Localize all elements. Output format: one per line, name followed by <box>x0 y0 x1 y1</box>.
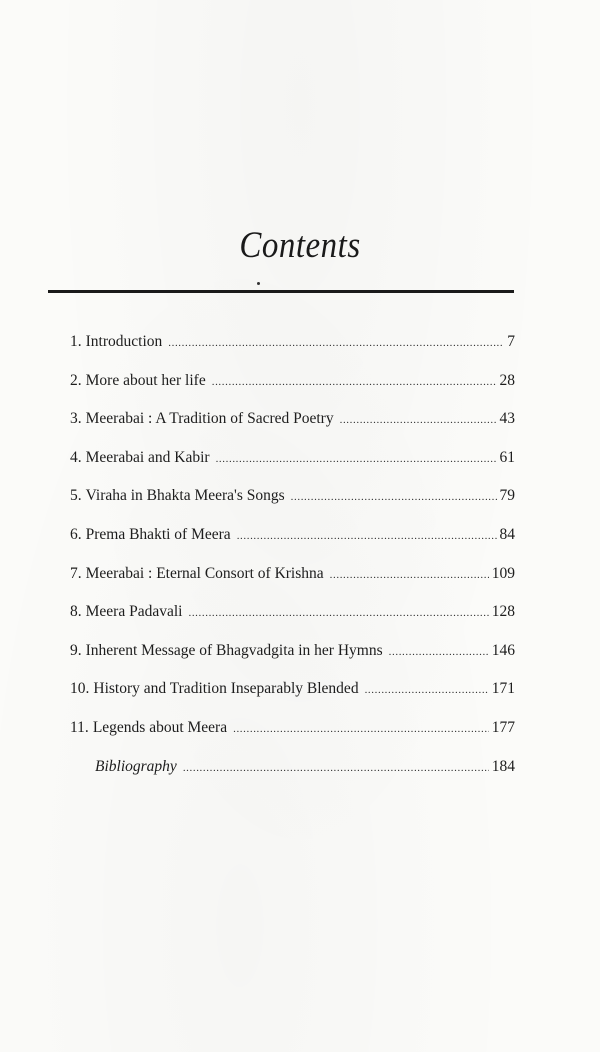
toc-entry-number: 6. <box>70 525 82 543</box>
toc-entry-page: 128 <box>491 603 515 621</box>
toc-entry-tradition-of-sacred-poetry <box>70 410 515 449</box>
toc-entry-bibliography <box>70 758 515 797</box>
table-of-contents <box>70 333 515 796</box>
toc-entry-page: 109 <box>491 564 515 582</box>
toc-entry-bhagvadgita <box>70 642 515 681</box>
toc-entry-legends <box>70 719 515 758</box>
toc-entry-number: 3. <box>70 410 82 428</box>
toc-entry-meerabai-and-kabir <box>70 449 515 488</box>
toc-entry-number: 8. <box>70 603 82 621</box>
toc-entry-number: 1. <box>70 333 82 350</box>
toc-entry-page: 28 <box>499 371 515 389</box>
toc-entry-number: 4. <box>70 448 82 466</box>
toc-entry-title: Meerabai : Eternal Consort of Krishna <box>85 564 324 582</box>
toc-entry-title: Inherent Message of Bhagvadgita in her Hymns <box>85 641 383 659</box>
toc-entry-number: 7. <box>70 564 82 582</box>
toc-entry-title: More about her life <box>85 371 206 389</box>
contents-heading: Contents <box>239 225 361 267</box>
heading-rule <box>48 290 514 293</box>
dot-leader <box>365 684 489 696</box>
toc-entry-page: 84 <box>499 525 515 543</box>
toc-entry-introduction <box>70 333 515 372</box>
dot-leader <box>183 762 489 774</box>
dot-leader <box>168 337 504 349</box>
toc-entry-title: Bibliography <box>95 757 177 775</box>
toc-entry-title: Viraha in Bhakta Meera's Songs <box>85 487 285 505</box>
dot-leader <box>330 569 489 581</box>
toc-entry-meera-padavali <box>70 603 515 642</box>
dot-leader <box>389 646 489 658</box>
toc-entry-page: 43 <box>499 410 515 428</box>
dot-leader <box>216 453 497 465</box>
toc-entry-number: 11. <box>70 718 89 736</box>
dot-leader <box>291 491 497 503</box>
dot-leader <box>212 376 497 388</box>
dot-leader <box>237 530 497 542</box>
toc-entry-more-about-her-life <box>70 372 515 411</box>
toc-entry-history-and-tradition <box>70 680 515 719</box>
toc-entry-page: 184 <box>491 757 515 775</box>
toc-entry-title: Meerabai and Kabir <box>85 448 210 466</box>
toc-entry-title: Meerabai : A Tradition of Sacred Poetry <box>85 410 334 428</box>
dot-leader <box>188 607 488 619</box>
toc-entry-title: Prema Bhakti of Meera <box>85 525 231 543</box>
toc-entry-viraha <box>70 487 515 526</box>
toc-entry-page: 177 <box>491 718 515 736</box>
toc-entry-number: 2. <box>70 371 82 389</box>
toc-entry-number: 9. <box>70 641 82 659</box>
toc-entry-prema-bhakti <box>70 526 515 565</box>
toc-entry-title: History and Tradition Inseparably Blended <box>93 680 359 698</box>
toc-entry-title: Legends about Meera <box>92 718 228 736</box>
dot-leader <box>233 723 489 735</box>
toc-entry-page: 7 <box>507 333 515 350</box>
toc-entry-number: 5. <box>70 487 82 505</box>
toc-entry-number: 10. <box>70 680 90 698</box>
dot-leader <box>340 414 497 426</box>
toc-entry-page: 171 <box>491 680 515 698</box>
toc-entry-title: Meera Padavali <box>85 603 183 621</box>
toc-entry-eternal-consort <box>70 565 515 604</box>
toc-entry-page: 79 <box>499 487 515 505</box>
toc-entry-title: Introduction <box>85 333 163 350</box>
toc-entry-page: 146 <box>491 641 515 659</box>
toc-entry-page: 61 <box>499 448 515 466</box>
decorative-dot <box>257 282 260 285</box>
